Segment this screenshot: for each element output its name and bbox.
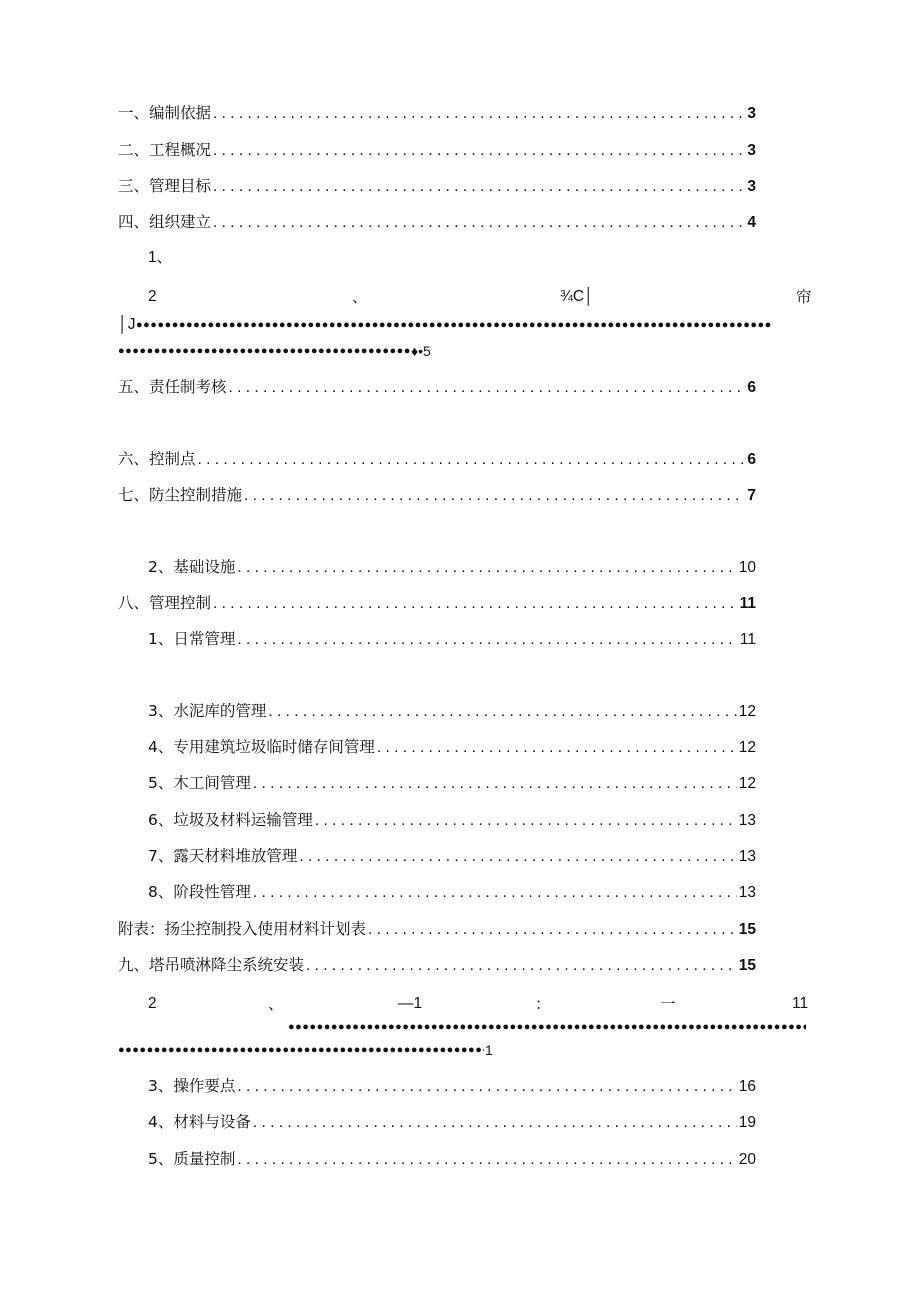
toc-entry[interactable]	[118, 447, 756, 471]
toc-entry-label: 附表：扬尘控制投入使用材料计划表	[118, 920, 367, 938]
dot-leader	[253, 1111, 737, 1134]
toc-entry-page: 16	[738, 1078, 756, 1095]
toc-entry[interactable]	[148, 1147, 756, 1171]
toc-entry[interactable]	[118, 210, 756, 234]
toc-entry[interactable]	[118, 375, 756, 399]
dot-leader	[368, 918, 737, 941]
toc-entry-page: 11	[739, 631, 756, 648]
dot-leader	[229, 376, 746, 399]
toc-entry-label: 5、质量控制	[148, 1150, 236, 1168]
dot-leader	[237, 628, 738, 651]
toc-entry[interactable]	[118, 483, 756, 507]
toc-entry-label: 一、编制依据	[118, 104, 212, 122]
toc-entry-label: 二、工程概况	[118, 141, 212, 159]
toc-entry-label: 五、责任制考核	[118, 378, 227, 396]
toc-entry[interactable]	[148, 735, 756, 759]
toc-entry-page: 12	[738, 703, 756, 720]
garbled-text: 帘	[796, 288, 812, 306]
dot-leader	[213, 211, 745, 234]
toc-entry[interactable]	[118, 101, 756, 125]
garbled-text: 1	[485, 1042, 493, 1058]
garbled-text: │J	[118, 316, 136, 333]
toc-entry-page: 3	[747, 178, 756, 195]
garbled-text: —1	[398, 995, 423, 1012]
dot-leader	[213, 175, 745, 198]
toc-entry-label: 四、组织建立	[118, 213, 212, 231]
bullet-leader	[288, 1019, 806, 1035]
toc-entry-label: 3、水泥库的管理	[148, 702, 267, 720]
toc-entry-page: 4	[747, 214, 756, 231]
toc-entry[interactable]	[118, 917, 756, 941]
toc-entry[interactable]	[148, 844, 756, 868]
bullet-leader	[136, 317, 806, 333]
toc-entry-page: 10	[738, 559, 756, 576]
toc-entry-page: 12	[738, 739, 756, 756]
toc-entry[interactable]	[148, 771, 756, 795]
bullet-leader	[118, 1042, 484, 1058]
garbled-text: 、	[268, 995, 284, 1013]
toc-entry[interactable]	[148, 808, 756, 832]
garbled-text: 2	[148, 995, 157, 1012]
toc-entry[interactable]	[148, 699, 756, 723]
dot-leader	[237, 1148, 736, 1171]
toc-entry[interactable]	[148, 1110, 756, 1134]
dot-leader	[253, 772, 737, 795]
toc-entry[interactable]	[148, 555, 756, 579]
dot-leader	[244, 484, 745, 507]
garbled-text: ：	[535, 995, 551, 1013]
garbled-text: 2	[148, 288, 157, 305]
toc-entry-page: 13	[738, 884, 756, 901]
toc-entry-label: 6、垃圾及材料运输管理	[148, 811, 313, 829]
toc-entry-label: 3、操作要点	[148, 1077, 236, 1095]
dot-leader	[253, 881, 737, 904]
toc-entry-page: 15	[738, 921, 756, 938]
toc-entry-label: 1、日常管理	[148, 630, 236, 648]
toc-entry-label: 三、管理目标	[118, 177, 212, 195]
toc-entry[interactable]	[118, 591, 756, 615]
dot-leader	[377, 736, 737, 759]
toc-entry-label: 4、专用建筑垃圾临时储存间管理	[148, 738, 375, 756]
toc-entry[interactable]	[118, 953, 756, 977]
dot-leader	[315, 809, 737, 832]
toc-entry-page: 13	[738, 812, 756, 829]
toc-entry-page: 3	[747, 105, 756, 122]
dot-leader	[213, 139, 745, 162]
toc-entry-label: 5、木工间管理	[148, 774, 251, 792]
toc-entry-label: 七、防尘控制措施	[118, 486, 243, 504]
toc-entry-label: 六、控制点	[118, 450, 196, 468]
dot-leader	[268, 700, 736, 723]
dot-leader	[213, 592, 738, 615]
toc-entry-page: 7	[747, 487, 756, 504]
toc-entry[interactable]	[148, 627, 756, 651]
toc-entry[interactable]	[118, 174, 756, 198]
garbled-text: 11	[792, 995, 809, 1012]
garbled-text: ¾C│	[560, 288, 594, 305]
toc-entry-label: 2、基础设施	[148, 558, 236, 576]
toc-entry-page: 20	[738, 1151, 756, 1168]
dot-leader	[306, 954, 737, 977]
toc-entry[interactable]	[148, 880, 756, 904]
toc-entry-label: 九、塔吊喷淋降尘系统安装	[118, 956, 305, 974]
garbled-text: 1、	[148, 249, 173, 266]
toc-entry-page: 19	[738, 1114, 756, 1131]
dot-leader	[198, 448, 746, 471]
dot-leader	[213, 102, 745, 125]
dot-leader	[237, 556, 736, 579]
toc-entry-page: 6	[747, 379, 756, 396]
toc-entry-page: 15	[738, 957, 756, 974]
dot-leader	[237, 1075, 736, 1098]
toc-entry-label: 八、管理控制	[118, 594, 212, 612]
toc-entry[interactable]	[118, 138, 756, 162]
dot-leader	[299, 845, 736, 868]
bullet-leader	[118, 343, 410, 359]
toc-entry-page: 11	[739, 595, 756, 612]
toc-entry-label: 8、阶段性管理	[148, 883, 251, 901]
toc-entry-page: 3	[747, 142, 756, 159]
toc-entry-page: 6	[747, 451, 756, 468]
garbled-text: 、	[352, 288, 368, 306]
toc-entry-page: 12	[738, 775, 756, 792]
toc-entry-page: 13	[738, 848, 756, 865]
garbled-text: 一	[660, 995, 676, 1013]
toc-entry-label: 7、露天材料堆放管理	[148, 847, 298, 865]
garbled-text: ♦•5	[411, 343, 431, 359]
toc-entry[interactable]	[148, 1074, 756, 1098]
toc-entry-label: 4、材料与设备	[148, 1113, 251, 1131]
